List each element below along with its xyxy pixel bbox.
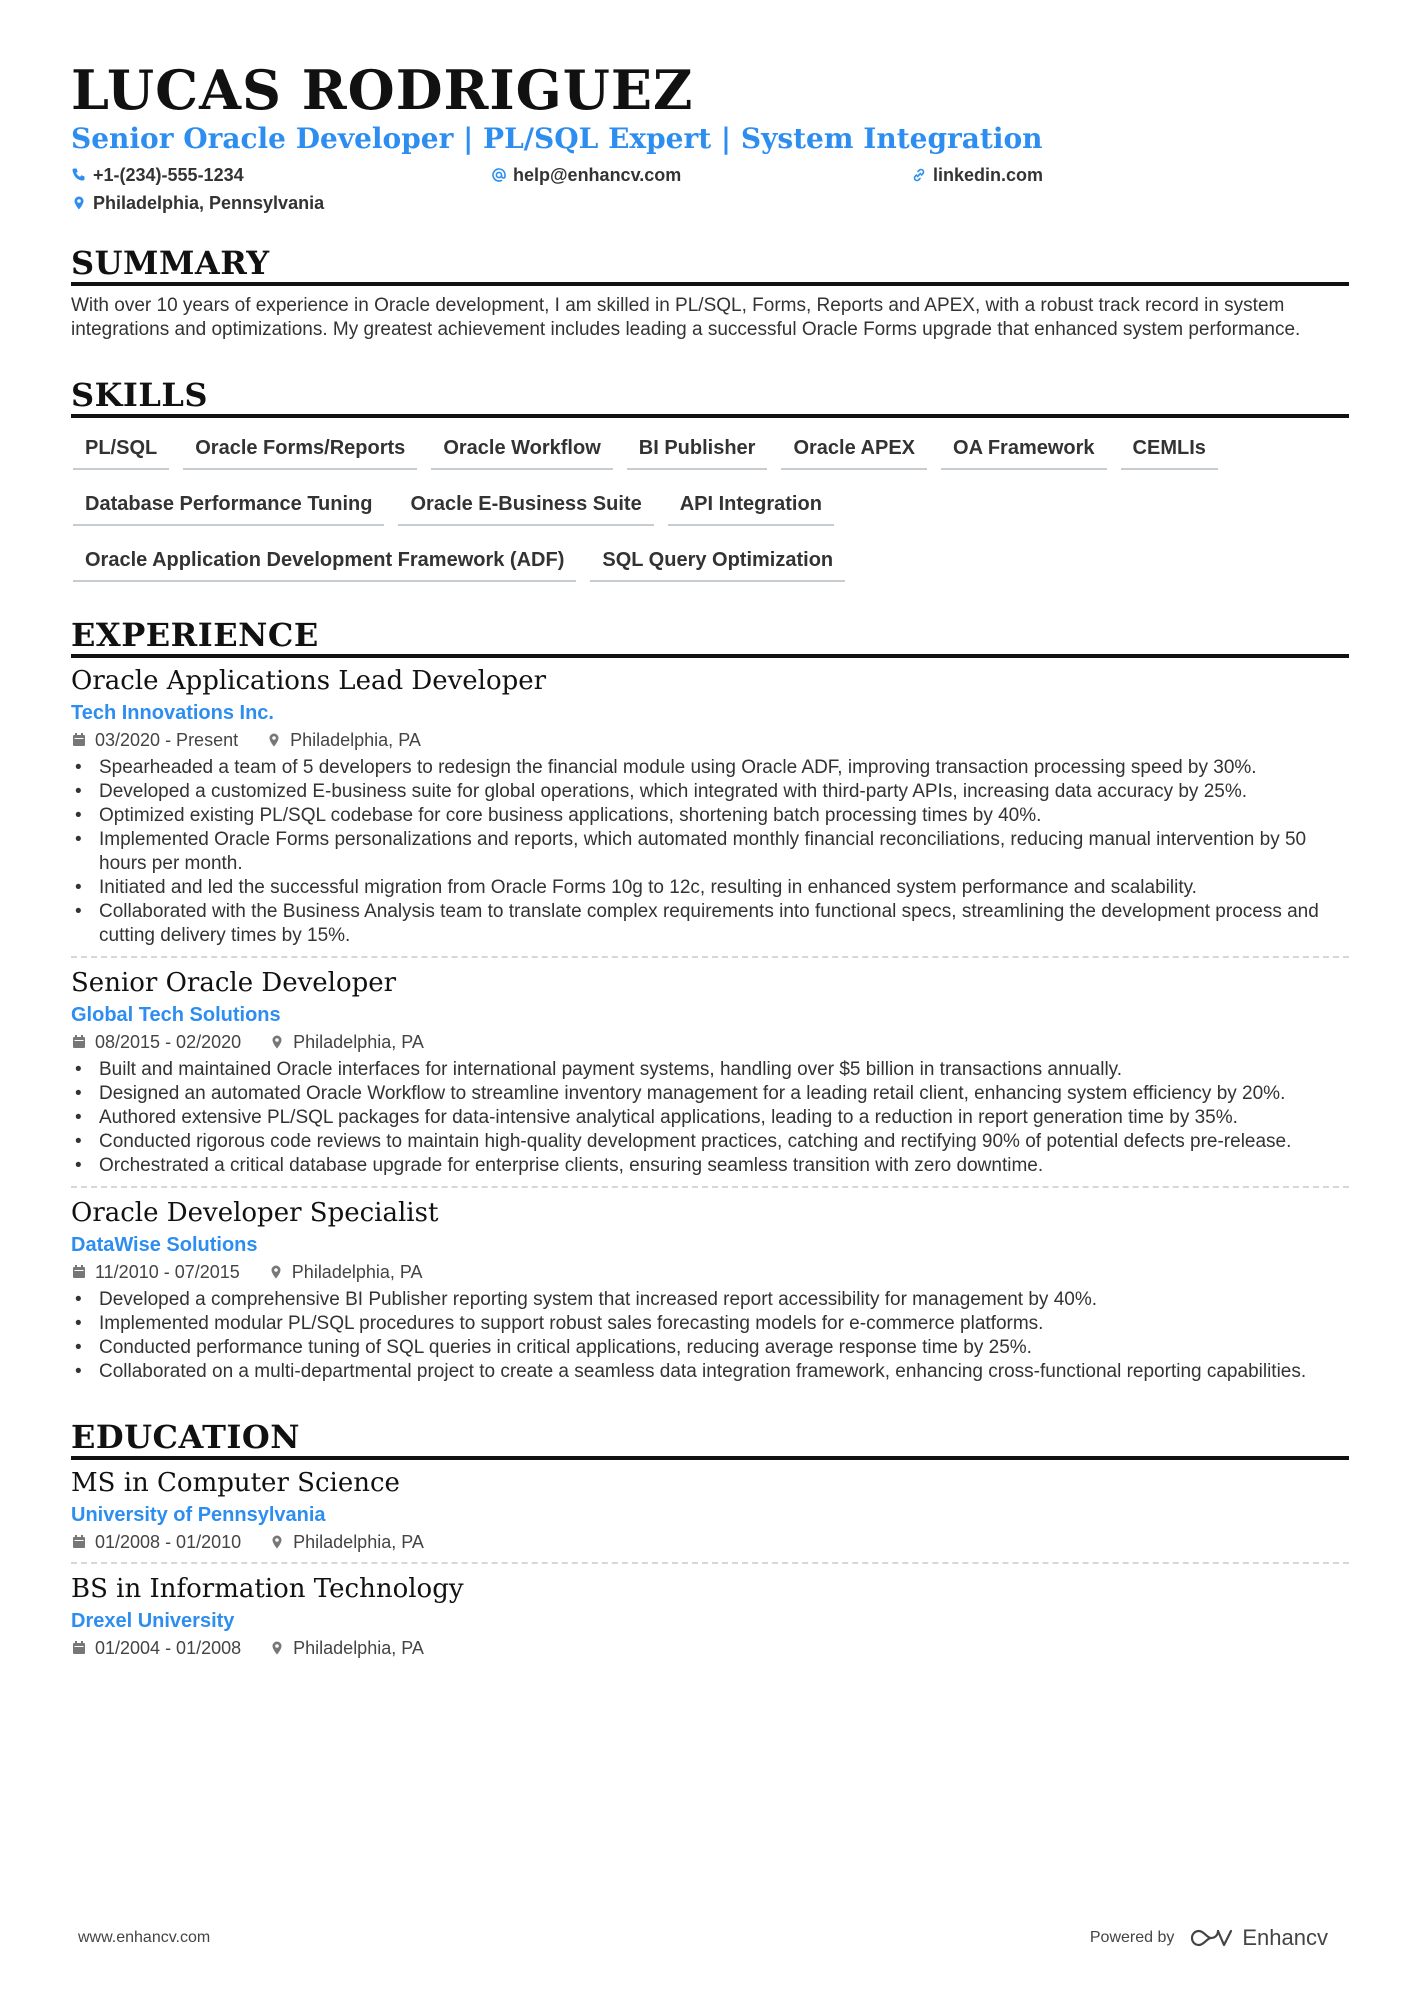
location-pin-icon: [269, 1534, 285, 1550]
resume-page: [71, 58, 1349, 1660]
at-sign-icon: [491, 167, 507, 183]
school-name: University of Pennsylvania: [71, 1504, 326, 1526]
location-pin-icon: [71, 195, 87, 211]
job-location-text: Philadelphia, PA: [293, 1032, 424, 1052]
skill-tag: OA Framework: [941, 430, 1107, 470]
email-link[interactable]: help@enhancv.com: [513, 164, 682, 185]
calendar-icon: [71, 732, 87, 748]
skill-tag: Oracle APEX: [781, 430, 927, 470]
job-meta: [71, 1260, 1349, 1284]
enhancv-logo-icon: [1188, 1927, 1234, 1949]
job-location: [268, 1260, 423, 1284]
contact-linkedin[interactable]: [911, 164, 1311, 186]
skill-tag: Oracle Workflow: [431, 430, 612, 470]
location-pin-icon: [266, 732, 282, 748]
company-name: Tech Innovations Inc.: [71, 702, 274, 724]
bullet-item: • Orchestrated a critical database upgrade for enterprise clients, ensuring seamless transition with zero downtime.: [71, 1154, 1349, 1178]
location-text: Philadelphia, Pennsylvania: [93, 192, 325, 213]
skill-tag: API Integration: [668, 486, 834, 526]
location-pin-icon: [268, 1264, 284, 1280]
company-name: DataWise Solutions: [71, 1234, 258, 1256]
degree-title: BS in Information Technology: [71, 1574, 464, 1604]
calendar-icon: [71, 1640, 87, 1656]
link-icon: [911, 167, 927, 183]
contact-phone: [71, 164, 491, 186]
job-location: [269, 1030, 424, 1054]
bullet-item: • Developed a customized E-business suite for global operations, which integrated with third-party APIs, increasing data accuracy by 25%.: [71, 780, 1349, 804]
education-entry: [71, 1460, 1349, 1554]
skill-tag: Oracle Application Development Framework (ADF): [73, 542, 576, 582]
job-dates-text: 03/2020 - Present: [95, 730, 239, 750]
education-dates: [71, 1636, 241, 1660]
experience-entry: [71, 1186, 1349, 1384]
bullet-item: • Developed a comprehensive BI Publisher reporting system that increased report accessibility for management by 40%.: [71, 1288, 1349, 1312]
enhancv-brand-text: Enhancv: [1242, 1925, 1328, 1950]
education-location-text: Philadelphia, PA: [293, 1532, 424, 1552]
bullet-item: • Conducted performance tuning of SQL queries in critical applications, reducing average response time by 25%.: [71, 1336, 1349, 1360]
bullet-item: • Initiated and led the successful migration from Oracle Forms 10g to 12c, resulting in enhanced system performance and scalability.: [71, 876, 1349, 900]
summary-section: [71, 244, 1349, 342]
phone-text: +1-(234)-555-1234: [93, 164, 244, 185]
experience-entry: [71, 658, 1349, 948]
job-meta: [71, 728, 1349, 752]
bullet-item: • Designed an automated Oracle Workflow to streamline inventory management for a leading retail client, enhancing system efficiency by 20%.: [71, 1082, 1349, 1106]
bullet-item: • Spearheaded a team of 5 developers to redesign the financial module using Oracle ADF, improving transaction processing speed by 30%.: [71, 756, 1349, 780]
job-location-text: Philadelphia, PA: [291, 1262, 423, 1282]
job-dates: [71, 1030, 241, 1054]
degree-title: MS in Computer Science: [71, 1468, 400, 1498]
school-name: Drexel University: [71, 1610, 235, 1632]
powered-by-label: Powered by: [1089, 1929, 1175, 1946]
powered-by: [1090, 1925, 1328, 1951]
job-dates-text: 11/2010 - 07/2015: [95, 1262, 240, 1282]
location-pin-icon: [269, 1640, 285, 1656]
bullet-item: • Built and maintained Oracle interfaces for international payment systems, handling over $5 billion in transactions annually.: [71, 1058, 1349, 1082]
bullet-item: • Implemented modular PL/SQL procedures to support robust sales forecasting models for e-commerce platforms.: [71, 1312, 1349, 1336]
candidate-title: Senior Oracle Developer | PL/SQL Expert | System Integration: [71, 122, 1043, 155]
summary-heading: SUMMARY: [71, 244, 1349, 286]
contact-info: [71, 164, 1349, 214]
education-meta: [71, 1636, 1349, 1660]
job-bullets: [71, 1288, 1349, 1384]
job-dates: [71, 728, 238, 752]
candidate-name: LUCAS RODRIGUEZ: [71, 58, 694, 122]
bullet-item: • Implemented Oracle Forms personalizations and reports, which automated monthly financial reconciliations, reducing manual intervention by 50 hours per month.: [71, 828, 1349, 876]
contact-location: [71, 192, 491, 214]
calendar-icon: [71, 1264, 87, 1280]
skill-tag: Oracle E-Business Suite: [398, 486, 653, 526]
experience-entry: [71, 956, 1349, 1178]
contact-email[interactable]: [491, 164, 911, 186]
job-bullets: [71, 756, 1349, 948]
skills-section: [71, 376, 1349, 582]
skill-tag: BI Publisher: [627, 430, 768, 470]
education-location: [269, 1530, 424, 1554]
job-meta: [71, 1030, 1349, 1054]
company-name: Global Tech Solutions: [71, 1004, 281, 1026]
footer-website-link[interactable]: www.enhancv.com: [78, 1929, 211, 1946]
job-title: Oracle Developer Specialist: [71, 1198, 439, 1228]
skills-list: [71, 430, 1349, 582]
bullet-item: • Collaborated on a multi-departmental project to create a seamless data integration framework, enhancing cross-functional reporting capabilities.: [71, 1360, 1349, 1384]
bullet-item: • Conducted rigorous code reviews to maintain high-quality development practices, catching and rectifying 90% of potential defects pre-release.: [71, 1130, 1349, 1154]
page-footer: [78, 1925, 1328, 1951]
job-dates: [71, 1260, 240, 1284]
enhancv-logo[interactable]: [1188, 1925, 1328, 1951]
education-dates-text: 01/2008 - 01/2010: [95, 1532, 242, 1552]
linkedin-link[interactable]: linkedin.com: [933, 164, 1044, 185]
skill-tag: SQL Query Optimization: [590, 542, 845, 582]
education-dates: [71, 1530, 241, 1554]
education-section: [71, 1418, 1349, 1660]
education-dates-text: 01/2004 - 01/2008: [95, 1638, 242, 1658]
job-bullets: [71, 1058, 1349, 1178]
skill-tag: Database Performance Tuning: [73, 486, 384, 526]
experience-section: [71, 616, 1349, 1384]
summary-text: With over 10 years of experience in Oracle development, I am skilled in PL/SQL, Forms, Reports and APEX, with a robust track record in system integrations and optimizations. My greatest achievement includes leading a successful Oracle Forms upgrade that enhanced system performance.: [71, 295, 1301, 340]
skill-tag: Oracle Forms/Reports: [183, 430, 417, 470]
skill-tag: PL/SQL: [73, 430, 169, 470]
skill-tag: CEMLIs: [1121, 430, 1218, 470]
experience-heading: EXPERIENCE: [71, 616, 1349, 658]
job-location: [266, 728, 421, 752]
education-location-text: Philadelphia, PA: [293, 1638, 424, 1658]
education-entry: [71, 1562, 1349, 1660]
bullet-item: • Optimized existing PL/SQL codebase for core business applications, shortening batch processing times by 40%.: [71, 804, 1349, 828]
education-location: [269, 1636, 424, 1660]
calendar-icon: [71, 1034, 87, 1050]
job-location-text: Philadelphia, PA: [290, 730, 421, 750]
job-title: Senior Oracle Developer: [71, 968, 397, 998]
phone-icon: [71, 167, 87, 183]
location-pin-icon: [269, 1034, 285, 1050]
bullet-item: • Authored extensive PL/SQL packages for data-intensive analytical applications, leading to a reduction in report generation time by 35%.: [71, 1106, 1349, 1130]
bullet-item: • Collaborated with the Business Analysis team to translate complex requirements into functional specs, streamlining the development process and cutting delivery times by 15%.: [71, 900, 1349, 948]
education-heading: EDUCATION: [71, 1418, 1349, 1460]
skills-heading: SKILLS: [71, 376, 1349, 418]
job-title: Oracle Applications Lead Developer: [71, 666, 547, 696]
education-meta: [71, 1530, 1349, 1554]
calendar-icon: [71, 1534, 87, 1550]
job-dates-text: 08/2015 - 02/2020: [95, 1032, 242, 1052]
